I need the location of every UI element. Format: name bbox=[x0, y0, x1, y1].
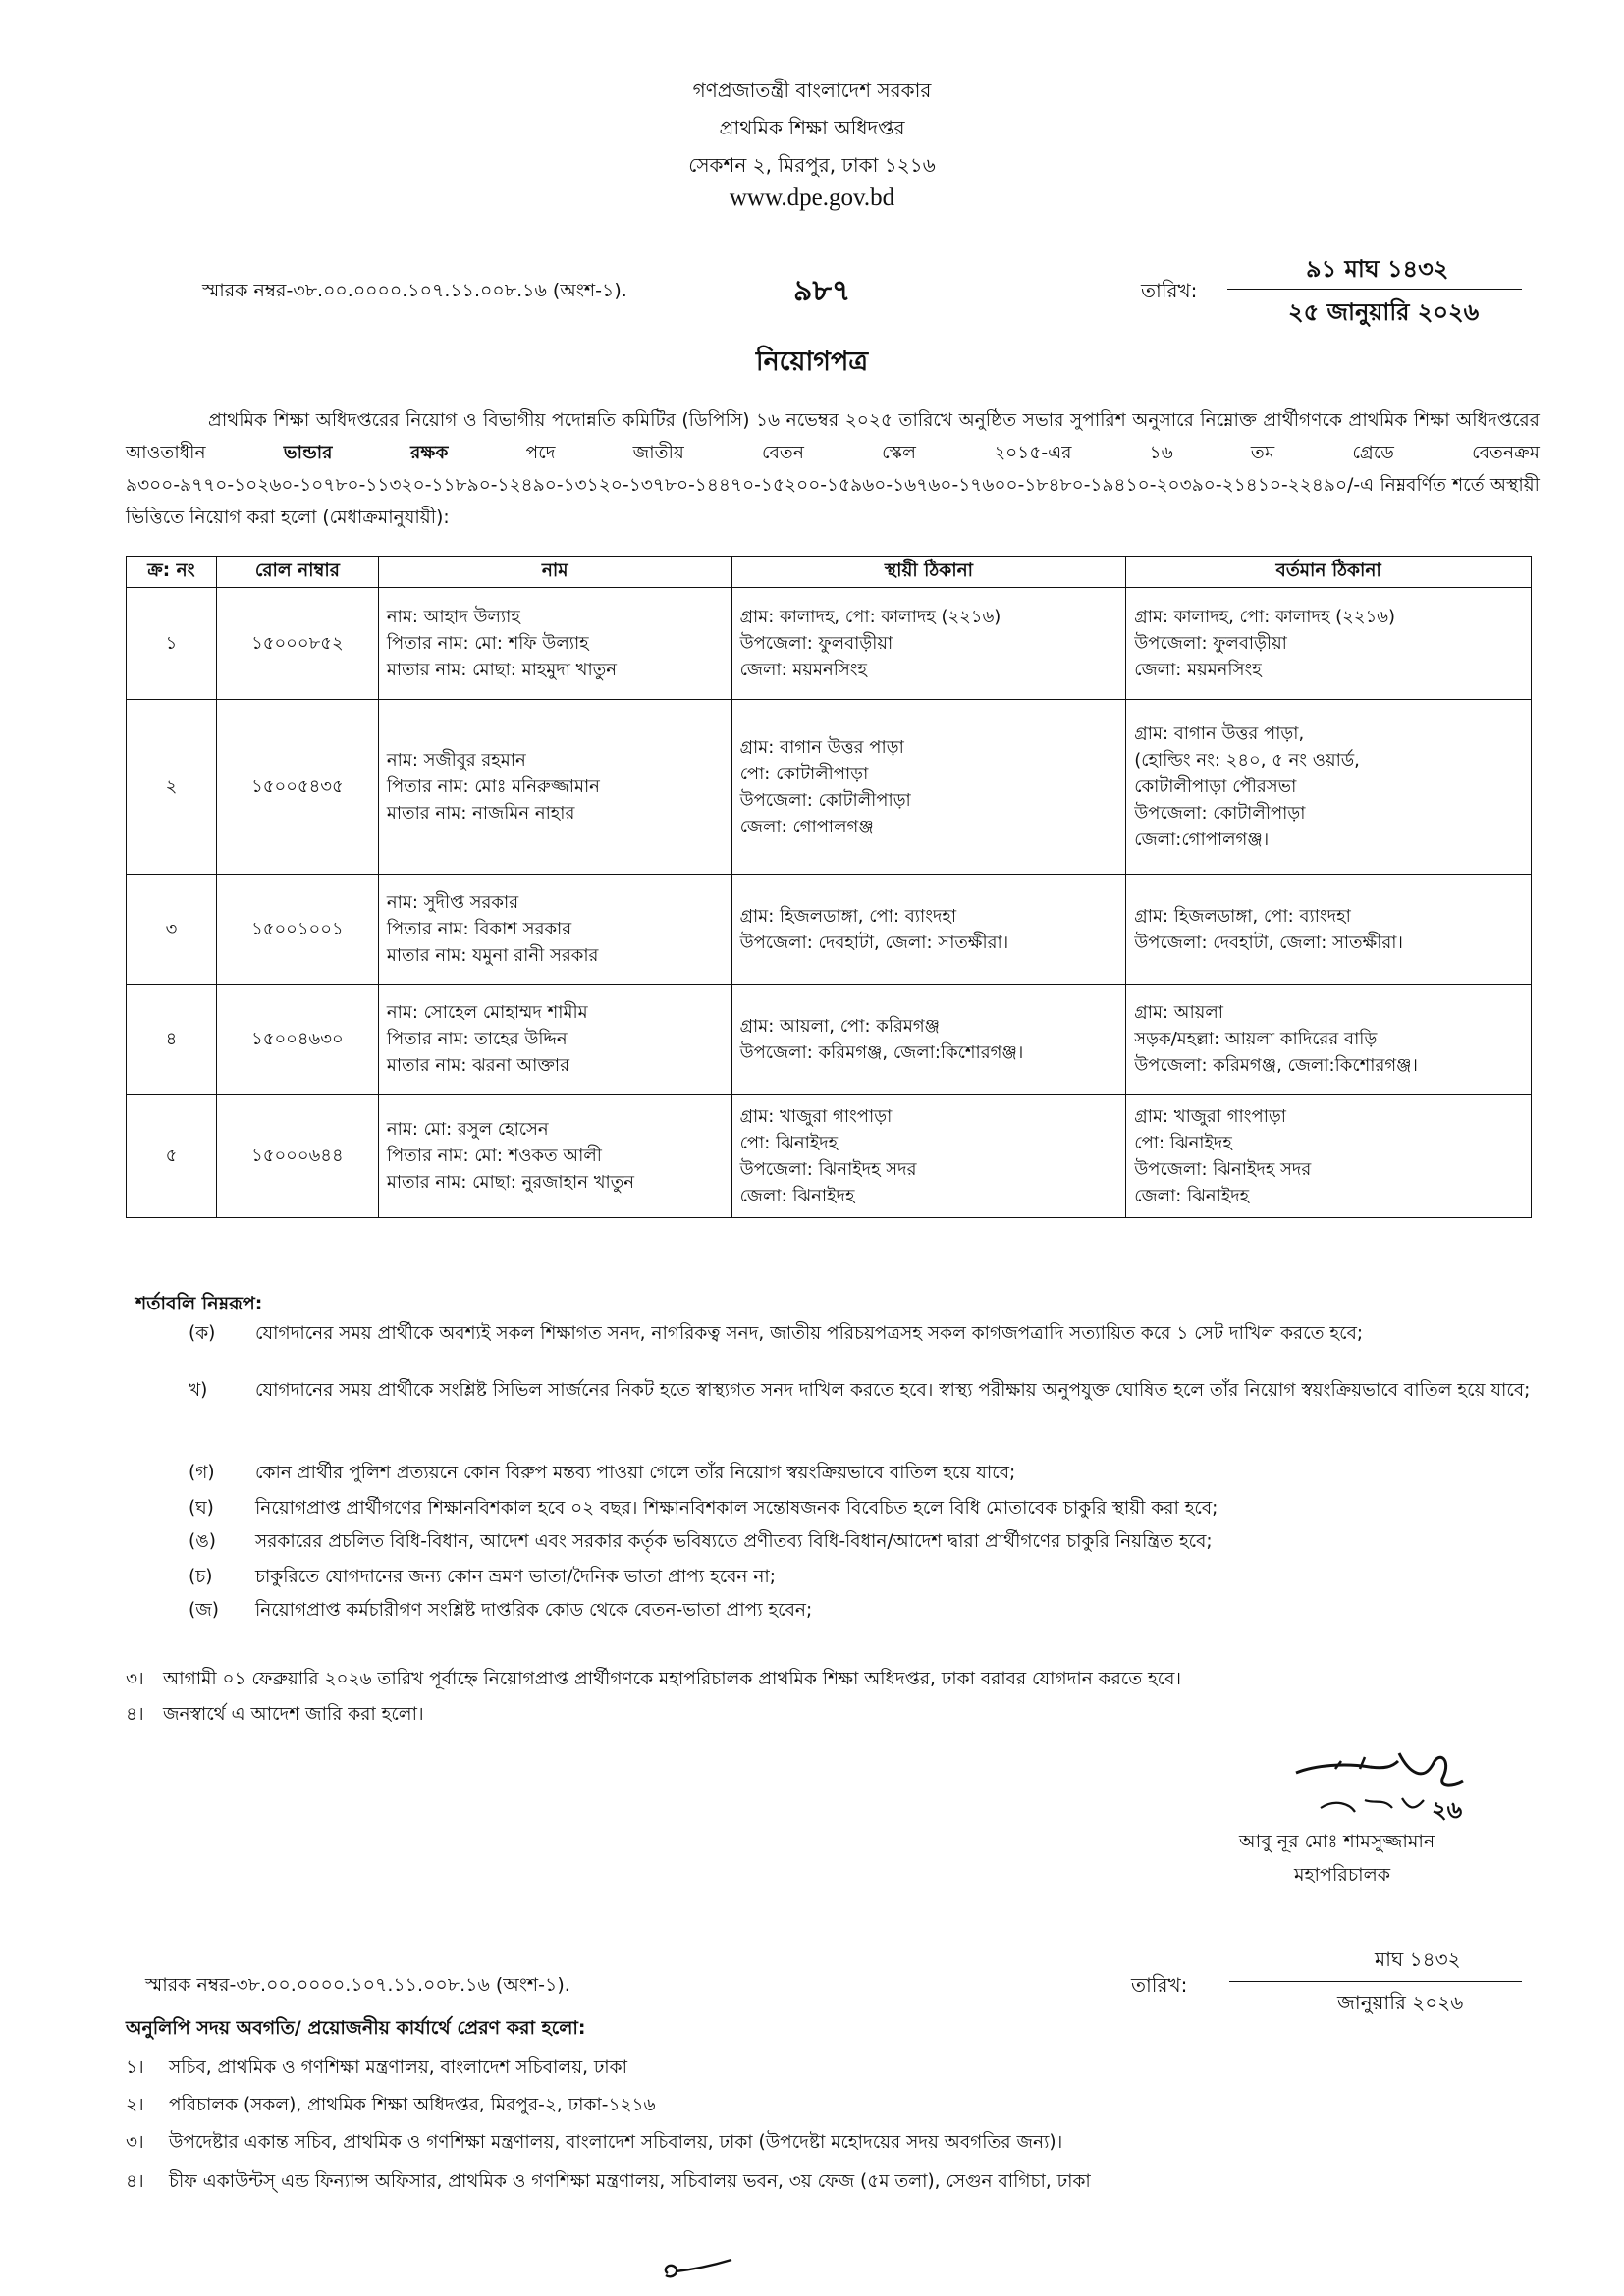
copy-item bbox=[126, 2167, 1091, 2198]
condition-label: (ঙ) bbox=[189, 1531, 217, 1552]
cell-permanent-address-line: জেলা: ঝিনাইদহ bbox=[739, 1185, 855, 1206]
condition-text: যোগদানের সময় প্রার্থীকে অবশ্যই সকল শিক্ষাগত সনদ, নাগরিকত্ব সনদ, জাতীয় পরিচয়পত্রসহ সকল কাগজপত্রাদি সত্যায়িত করে ১ সেট দাখিল করতে হবে; bbox=[255, 1323, 1364, 1344]
cell-name-line: মাতার নাম: যমুনা রানী সরকার bbox=[386, 945, 599, 966]
condition-text: নিয়োগপ্রাপ্ত কর্মচারীগণ সংশ্লিষ্ট দাপ্তরিক কোড থেকে বেতন-ভাতা প্রাপ্য হবেন; bbox=[255, 1600, 813, 1621]
copies-title: অনুলিপি সদয় অবগতি/ প্রয়োজনীয় কার্যার্থে প্রেরণ করা হলো: bbox=[126, 2017, 586, 2039]
cell-present-address-line: গ্রাম: কালাদহ, পো: কালাদহ (২২১৬) bbox=[1134, 607, 1395, 627]
cell-name-line: মাতার নাম: মোছা: মাহমুদা খাতুন bbox=[386, 660, 617, 680]
cell-permanent-address-line: গ্রাম: আয়লা, পো: করিমগঞ্জ bbox=[739, 1015, 941, 1037]
date-divider-2 bbox=[1229, 1981, 1522, 1982]
cell-roll: ১৫০০০৬৪৪ bbox=[216, 1095, 378, 1218]
table-header-row bbox=[127, 557, 1532, 588]
copy-text: সচিব, প্রাথমিক ও গণশিক্ষা মন্ত্রণালয়, বাংলাদেশ সচিবালয়, ঢাকা bbox=[169, 2057, 627, 2078]
copy-number: ৪। bbox=[126, 2171, 144, 2192]
cell-name-line: মাতার নাম: মোছা: নুরজাহান খাতুন bbox=[386, 1172, 634, 1193]
condition-text: কোন প্রার্থীর পুলিশ প্রত্যয়নে কোন বিরুপ মন্তব্য পাওয়া গেলে তাঁর নিয়োগ স্বয়ংক্রিয়ভাবে বাতিল হয়ে যাবে; bbox=[255, 1463, 1016, 1483]
condition-label: (জ) bbox=[189, 1600, 219, 1621]
table-row bbox=[127, 700, 1532, 875]
cell-name-line: নাম: মো: রসুল হোসেন bbox=[386, 1119, 549, 1140]
point-number: ৪। bbox=[126, 1704, 144, 1725]
copy-number: ৩। bbox=[126, 2132, 144, 2153]
memo2-number: স্মারক নম্বর-৩৮.০০.০০০০.১০৭.১১.০০৮.১৬ (অংশ-১). bbox=[145, 1974, 570, 1996]
col-roll: রোল নাম্বার bbox=[216, 557, 378, 588]
copy-number: ১। bbox=[126, 2057, 144, 2078]
intro-part1: প্রাথমিক শিক্ষা অধিদপ্তরের নিয়োগ ও বিভাগীয় পদোন্নতি কমিটির (ডিপিসি) ১৬ নভেম্বর ২০২৫ তারিখে অনুষ্ঠিত সভার সুপারিশ অনুসারে নিম্নোক্ত প্রার্থীগণকে প্রাথমিক শিক্ষা অধিদপ্তরের আওতাধীন bbox=[126, 410, 1540, 463]
cell-permanent-address-line: উপজেলা: করিমগঞ্জ, জেলা:কিশোরগঞ্জ। bbox=[739, 1041, 1024, 1063]
table-row bbox=[127, 985, 1532, 1095]
copy-text: উপদেষ্টার একান্ত সচিব, প্রাথমিক ও গণশিক্ষা মন্ত্রণালয়, বাংলাদেশ সচিবালয়, ঢাকা (উপদেষ্টা মহোদয়ের সদয় অবগতির জন্য)। bbox=[169, 2132, 1063, 2153]
cell-permanent-address-line: উপজেলা: দেবহাটা, জেলা: সাতক্ষীরা। bbox=[739, 932, 1009, 953]
cell-name-line: পিতার নাম: তাহের উদ্দিন bbox=[386, 1029, 568, 1049]
copy-text: পরিচালক (সকল), প্রাথমিক শিক্ষা অধিদপ্তর, মিরপুর-২, ঢাকা-১২১৬ bbox=[169, 2095, 656, 2115]
cell-permanent-address-line: উপজেলা: কোটালীপাড়া bbox=[739, 789, 911, 811]
cell-roll: ১৫০০১০০১ bbox=[216, 875, 378, 985]
cell-name bbox=[378, 700, 731, 875]
point-text: আগামী ০১ ফেব্রুয়ারি ২০২৬ তারিখ পূর্বাহ্নে নিয়োগপ্রাপ্ত প্রার্থীগণকে মহাপরিচালক প্রাথমিক শিক্ষা অধিদপ্তর, ঢাকা বরাবর যোগদান করতে হবে। bbox=[163, 1669, 1182, 1689]
condition-label: (ঘ) bbox=[189, 1498, 214, 1519]
signatory-name: আবু নূর মোঃ শামসুজ্জামান bbox=[1239, 1831, 1435, 1852]
intro-post: ভান্ডার রক্ষক bbox=[283, 443, 449, 463]
cell-present-address-line: গ্রাম: বাগান উত্তর পাড়া, bbox=[1134, 723, 1305, 744]
condition-text: চাকুরিতে যোগদানের জন্য কোন ভ্রমণ ভাতা/দৈনিক ভাতা প্রাপ্য হবেন না; bbox=[255, 1567, 776, 1587]
memo-date-bangla: ৯১ মাঘ ১৪৩২ bbox=[1306, 254, 1449, 283]
cell-permanent-address-line: জেলা: ময়মনসিংহ bbox=[739, 660, 867, 680]
memo-number: স্মারক নম্বর-৩৮.০০.০০০০.১০৭.১১.০০৮.১৬ (অংশ-১). bbox=[202, 280, 627, 301]
cell-present-address-line: গ্রাম: আয়লা bbox=[1134, 1002, 1223, 1023]
cell-permanent-address bbox=[731, 1095, 1126, 1218]
point-text: জনস্বার্থে এ আদেশ জারি করা হলো। bbox=[163, 1704, 424, 1725]
copy-item bbox=[126, 2054, 627, 2084]
memo-date-english: ২৫ জানুয়ারি ২০২৬ bbox=[1288, 297, 1480, 326]
cell-present-address-line: গ্রাম: হিজলডাঙ্গা, পো: ব্যাংদহা bbox=[1134, 905, 1351, 927]
condition-label: খ) bbox=[189, 1380, 208, 1401]
memo2-date-english: জানুয়ারি ২০২৬ bbox=[1337, 1991, 1464, 2014]
header-website[interactable]: www.dpe.gov.bd bbox=[729, 185, 895, 211]
memo-date-label: তারিখ: bbox=[1141, 279, 1198, 302]
cell-present-address-line: জেলা:গোপালগঞ্জ। bbox=[1134, 829, 1270, 850]
cell-serial: ৩ bbox=[127, 875, 217, 985]
condition-label: (ক) bbox=[189, 1323, 216, 1344]
cell-present-address-line: উপজেলা: ঝিনাইদহ সদর bbox=[1134, 1158, 1312, 1180]
cell-permanent-address bbox=[731, 588, 1126, 700]
signature-mark bbox=[1276, 1743, 1532, 1832]
cell-serial: ১ bbox=[127, 588, 217, 700]
intro-paragraph bbox=[126, 404, 1540, 534]
svg-text:২৬: ২৬ bbox=[1432, 1795, 1463, 1824]
cell-present-address-line: উপজেলা: ফুলবাড়ীয়া bbox=[1134, 633, 1287, 654]
memo2-date-bangla: মাঘ ১৪৩২ bbox=[1375, 1948, 1461, 1971]
cell-name-line: পিতার নাম: বিকাশ সরকার bbox=[386, 919, 572, 939]
condition-text: নিয়োগপ্রাপ্ত প্রার্থীগণের শিক্ষানবিশকাল হবে ০২ বছর। শিক্ষানবিশকাল সন্তোষজনক বিবেচিত হলে বিধি মোতাবেক চাকুরি স্থায়ী করা হবে; bbox=[255, 1498, 1218, 1519]
table-row bbox=[127, 1095, 1532, 1218]
condition-text: সরকারের প্রচলিত বিধি-বিধান, আদেশ এবং সরকার কর্তৃক ভবিষ্যতে প্রণীতব্য বিধি-বিধান/আদেশ দ্বারা প্রার্থীগণের চাকুরি নিয়ন্ত্রিত হবে; bbox=[255, 1531, 1213, 1552]
cell-present-address-line: সড়ক/মহল্লা: আয়লা কাদিরের বাড়ি bbox=[1134, 1029, 1378, 1049]
cell-serial: ২ bbox=[127, 700, 217, 875]
col-present-address: বর্তমান ঠিকানা bbox=[1126, 557, 1532, 588]
cell-name-line: পিতার নাম: মোঃ মনিরুজ্জামান bbox=[386, 776, 600, 797]
cell-permanent-address-line: গ্রাম: খাজুরা গাংপাড়া bbox=[739, 1105, 893, 1127]
cell-present-address bbox=[1126, 588, 1532, 700]
col-permanent-address: স্থায়ী ঠিকানা bbox=[731, 557, 1126, 588]
cell-present-address-line: উপজেলা: করিমগঞ্জ, জেলা:কিশোরগঞ্জ। bbox=[1134, 1055, 1418, 1076]
copy-item bbox=[126, 2091, 656, 2121]
cell-permanent-address bbox=[731, 985, 1126, 1095]
page-mark bbox=[658, 2258, 736, 2287]
cell-present-address-line: পো: ঝিনাইদহ bbox=[1134, 1132, 1232, 1153]
cell-permanent-address-line: উপজেলা: ঝিনাইদহ সদর bbox=[739, 1158, 917, 1180]
copy-item bbox=[126, 2128, 1062, 2159]
cell-present-address bbox=[1126, 985, 1532, 1095]
cell-name-line: পিতার নাম: মো: শওকত আলী bbox=[386, 1146, 602, 1166]
cell-roll: ১৫০০০৮৫২ bbox=[216, 588, 378, 700]
conditions-title: শর্তাবলি নিম্নরূপ: bbox=[135, 1293, 263, 1314]
cell-permanent-address-line: পো: ঝিনাইদহ bbox=[739, 1132, 839, 1153]
copy-number: ২। bbox=[126, 2095, 144, 2115]
cell-name-line: নাম: আহাদ উল্যাহ bbox=[386, 607, 520, 627]
cell-present-address-line: কোটালীপাড়া পৌরসভা bbox=[1134, 776, 1297, 797]
cell-permanent-address-line: জেলা: গোপালগঞ্জ bbox=[739, 816, 874, 837]
page-title: নিয়োগপত্র bbox=[755, 347, 869, 377]
condition-label: (গ) bbox=[189, 1463, 215, 1483]
cell-name-line: নাম: সজীবুর রহমান bbox=[386, 750, 526, 771]
cell-serial: ৪ bbox=[127, 985, 217, 1095]
cell-present-address-line: জেলা: ময়মনসিংহ bbox=[1134, 660, 1262, 680]
point-number: ৩। bbox=[126, 1669, 144, 1689]
header-government: গণপ্রজাতন্ত্রী বাংলাদেশ সরকার bbox=[692, 79, 932, 102]
cell-permanent-address-line: গ্রাম: হিজলডাঙ্গা, পো: ব্যাংদহা bbox=[739, 905, 957, 927]
cell-name-line: নাম: সুদীপ্ত সরকার bbox=[386, 892, 519, 913]
cell-roll: ১৫০০৫৪৩৫ bbox=[216, 700, 378, 875]
cell-present-address-line: (হোল্ডিং নং: ২৪০, ৫ নং ওয়ার্ড, bbox=[1134, 750, 1360, 771]
cell-present-address bbox=[1126, 700, 1532, 875]
cell-permanent-address-line: উপজেলা: ফুলবাড়ীয়া bbox=[739, 633, 893, 654]
cell-roll: ১৫০০৪৬৩০ bbox=[216, 985, 378, 1095]
table-row bbox=[127, 875, 1532, 985]
intro-part2: পদে জাতীয় বেতন স্কেল ২০১৫-এর ১৬ তম গ্রেডে বেতনক্রম ৯৩০০-৯৭৭০-১০২৬০-১০৭৮০-১১৩২০-১১৮৯০-১২৪৯০-১৩১২০-১৩৭৮০-১৪৪৭০-১৫২০০-১৫৯৬০-১৬৭৬০-১৭৬০০-১৮৪৮০-১৯৪১০-২০৩৯০-২১৪১০-২২৪৯০/-এ নিম্নবর্ণিত শর্তে অস্থায়ী ভিত্তিতে নিয়োগ করা হলো (মেধাক্রমানুযায়ী): bbox=[126, 443, 1540, 528]
cell-present-address-line: জেলা: ঝিনাইদহ bbox=[1134, 1185, 1250, 1206]
cell-present-address-line: উপজেলা: দেবহাটা, জেলা: সাতক্ষীরা। bbox=[1134, 932, 1403, 953]
cell-name-line: পিতার নাম: মো: শফি উল্যাহ bbox=[386, 633, 589, 654]
cell-serial: ৫ bbox=[127, 1095, 217, 1218]
date-divider bbox=[1227, 289, 1522, 290]
cell-permanent-address bbox=[731, 700, 1126, 875]
signatory-designation: মহাপরিচালক bbox=[1294, 1864, 1391, 1886]
condition-label: (চ) bbox=[189, 1567, 213, 1587]
condition-text: যোগদানের সময় প্রার্থীকে সংশ্লিষ্ট সিভিল সার্জনের নিকট হতে স্বাস্থ্যগত সনদ দাখিল করতে হবে। স্বাস্থ্য পরীক্ষায় অনুপযুক্ত ঘোষিত হলে তাঁর নিয়োগ স্বয়ংক্রিয়ভাবে বাতিল হয়ে যাবে; bbox=[255, 1380, 1531, 1401]
header-address: সেকশন ২, মিরপুর, ঢাকা ১২১৬ bbox=[688, 153, 936, 177]
cell-name bbox=[378, 875, 731, 985]
cell-name bbox=[378, 985, 731, 1095]
copy-text: চীফ একাউন্টস্ এন্ড ফিন্যান্স অফিসার, প্রাথমিক ও গণশিক্ষা মন্ত্রণালয়, সচিবালয় ভবন, ৩য় ফেজ (৫ম তলা), সেগুন বাগিচা, ঢাকা bbox=[169, 2171, 1091, 2192]
col-serial: ক্র: নং bbox=[127, 557, 217, 588]
cell-permanent-address-line: গ্রাম: কালাদহ, পো: কালাদহ (২২১৬) bbox=[739, 607, 1001, 627]
cell-name-line: নাম: সোহেল মোহাম্মদ শামীম bbox=[386, 1002, 588, 1023]
header-department: প্রাথমিক শিক্ষা অধিদপ্তর bbox=[719, 116, 905, 139]
table-row bbox=[127, 588, 1532, 700]
cell-permanent-address bbox=[731, 875, 1126, 985]
cell-permanent-address-line: পো: কোটালীপাড়া bbox=[739, 763, 869, 784]
cell-present-address bbox=[1126, 875, 1532, 985]
cell-present-address-line: উপজেলা: কোটালীপাড়া bbox=[1134, 803, 1306, 824]
appointee-table bbox=[126, 556, 1532, 1218]
cell-name bbox=[378, 588, 731, 700]
cell-name-line: মাতার নাম: নাজমিন নাহার bbox=[386, 803, 575, 824]
cell-present-address bbox=[1126, 1095, 1532, 1218]
memo-number-handwritten: ৯৮৭ bbox=[793, 274, 851, 308]
cell-permanent-address-line: গ্রাম: বাগান উত্তর পাড়া bbox=[739, 736, 904, 758]
col-name: নাম bbox=[378, 557, 731, 588]
memo2-date-label: তারিখ: bbox=[1131, 1973, 1188, 1997]
cell-name-line: মাতার নাম: ঝরনা আক্তার bbox=[386, 1055, 569, 1076]
cell-present-address-line: গ্রাম: খাজুরা গাংপাড়া bbox=[1134, 1105, 1287, 1127]
cell-name bbox=[378, 1095, 731, 1218]
